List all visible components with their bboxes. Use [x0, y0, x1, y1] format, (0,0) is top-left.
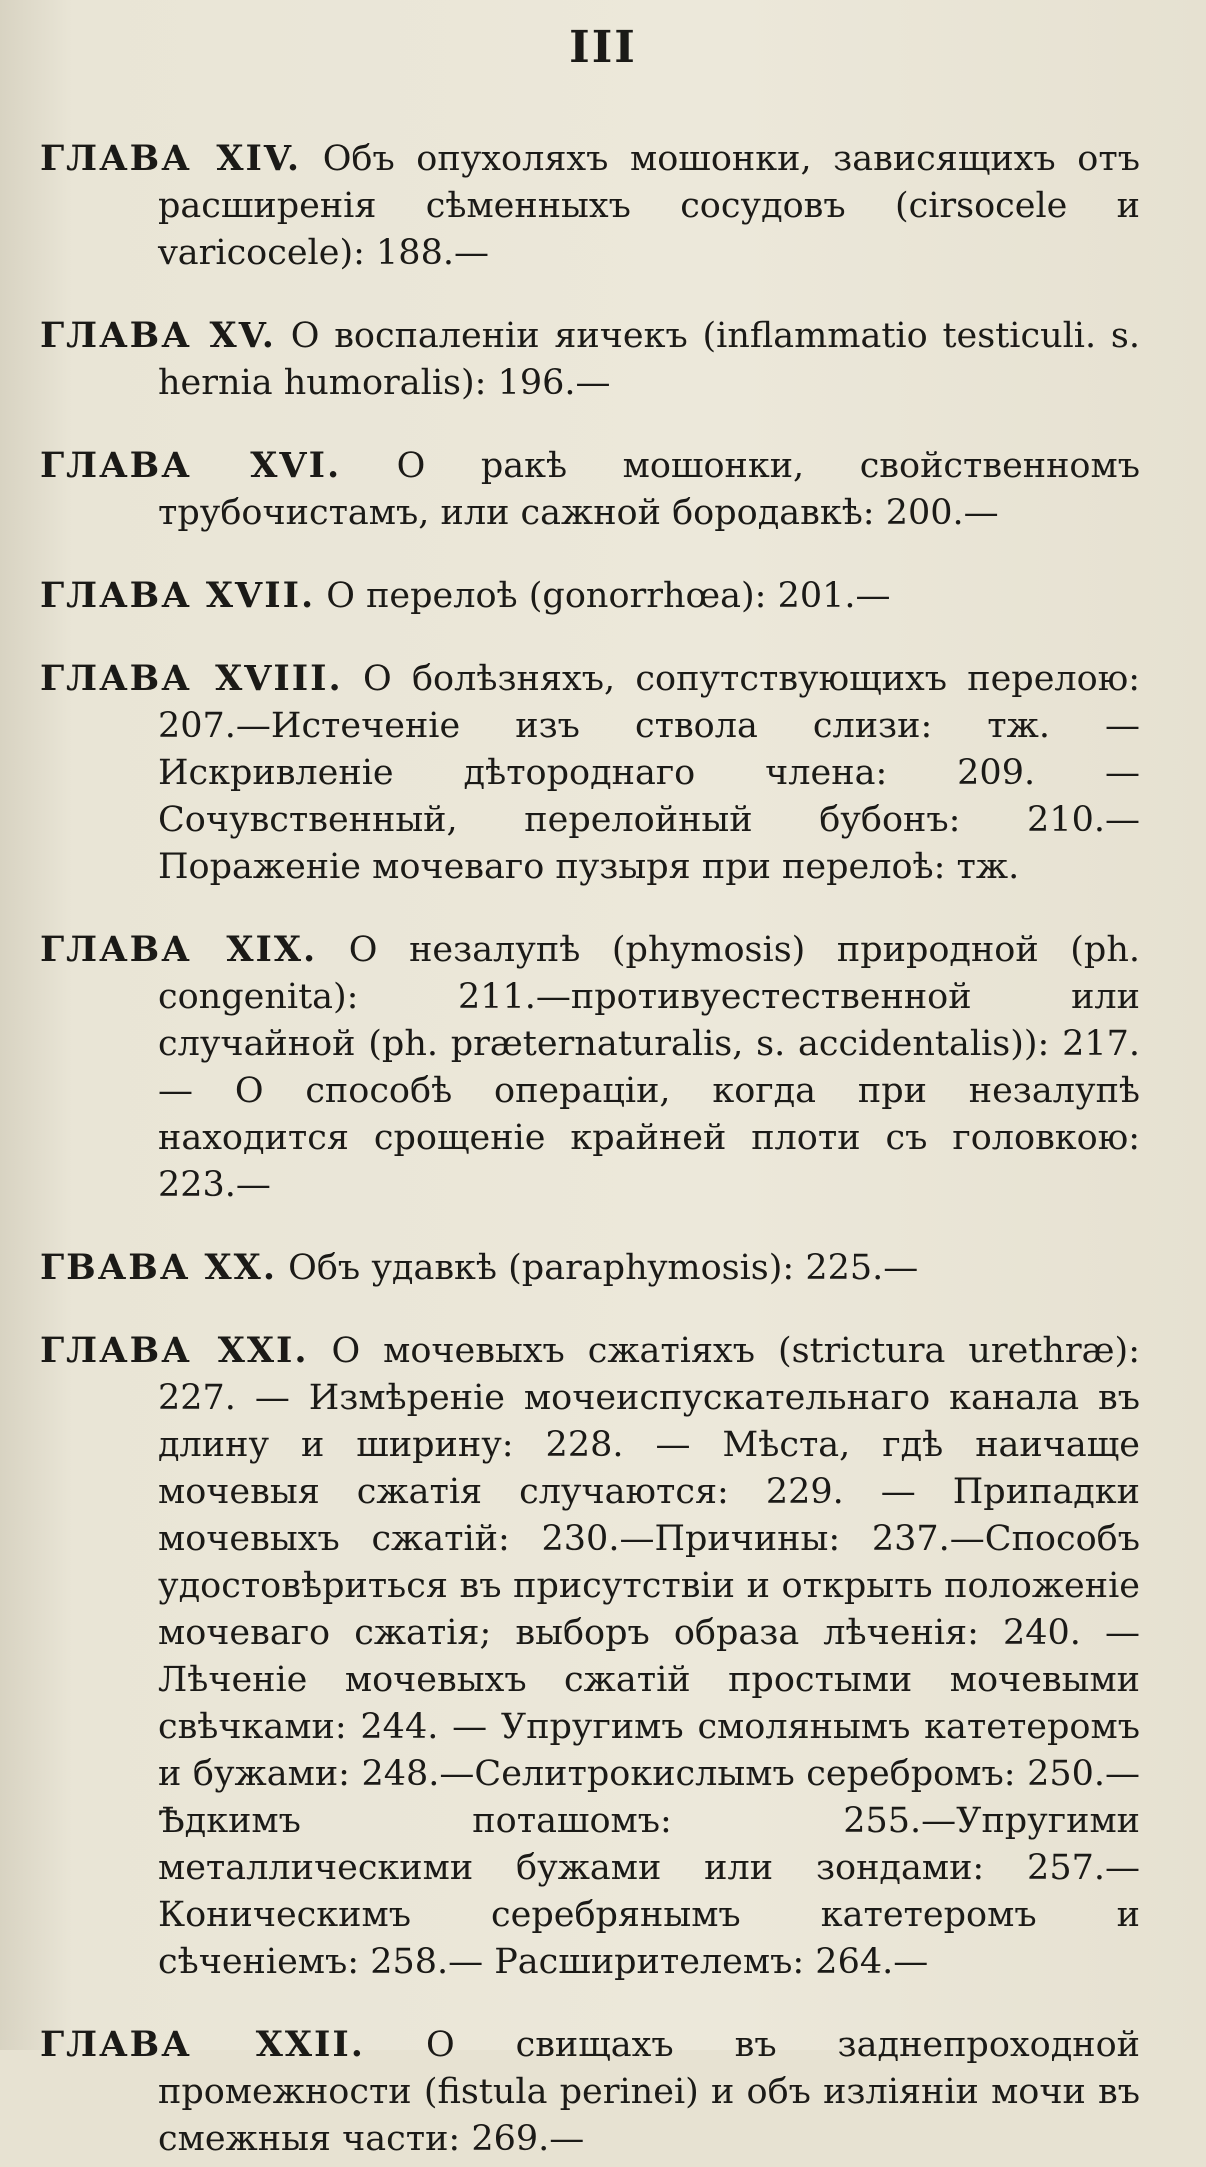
chapter-text: О ракѣ мошонки, свойственномъ трубочистамъ, или сажной бородавкѣ: 200.—	[158, 446, 1140, 533]
chapter-text: О незалупѣ (phymosis) природной (ph. congenita): 211.—противуестественной или случайной (ph. præternaturalis, s. accidentalis)): 217.— О способѣ операціи, когда при незалупѣ находится срощеніе крайней плоти съ головкою: 223.—	[158, 930, 1140, 1205]
chapter-text: О мочевыхъ сжатіяхъ (strictura urethræ): 227. — Измѣреніе мочеиспускательнаго канала въ длину и ширину: 228. — Мѣста, гдѣ наичаще мочевыя сжатія случаются: 229. — Припадки мочевыхъ сжатій: 230.—Причины: 237.—Способъ удостовѣриться въ присутствіи и открыть положеніе мочеваго сжатія; выборъ образа лѣченія: 240. — Лѣченіе мочевыхъ сжатій простыми мочевыми свѣчками: 244. — Упругимъ смолянымъ катетеромъ и бужами: 248.—Селитрокислымъ серебромъ: 250.— Ѣдкимъ поташомъ: 255.—Упругими металлическими бужами или зондами: 257.— Коническимъ серебрянымъ катетеромъ и сѣченіемъ: 258.— Расширителемъ: 264.—	[158, 1331, 1140, 1982]
table-of-contents	[40, 100, 1140, 2167]
chapter-number: ГЛАВА XVII.	[40, 575, 316, 616]
chapter-number: ГЛАВА XXI.	[40, 1330, 309, 1371]
toc-entry	[40, 1327, 1140, 1986]
toc-entry	[40, 312, 1140, 407]
chapter-number: ГЛАВА XIX.	[40, 929, 318, 970]
toc-entry	[40, 135, 1140, 277]
page-number: III	[569, 22, 637, 73]
chapter-number: ГЛАВА XVIII.	[40, 658, 343, 699]
chapter-text: О свищахъ въ заднепроходной промежности (fistula perinei) и объ изліяніи мочи въ смежныя части: 269.—	[158, 2025, 1141, 2159]
chapter-number: ГВАВА XX.	[40, 1247, 278, 1288]
toc-entry	[40, 1244, 1140, 1292]
toc-entry	[40, 2021, 1140, 2163]
toc-entry	[40, 926, 1140, 1209]
chapter-text: Объ удавкѣ (paraphymosis): 225.—	[277, 1248, 919, 1288]
chapter-number: ГЛАВА XV.	[40, 315, 276, 356]
toc-entry	[40, 442, 1140, 537]
chapter-number: ГЛАВА XVI.	[40, 445, 342, 486]
chapter-text: О воспаленіи яичекъ (inflammatio testiculi. s. hernia humoralis): 196.—	[158, 316, 1140, 403]
chapter-number: ГЛАВА XXII.	[40, 2024, 365, 2065]
chapter-text: О перелоѣ (gonorrhœa): 201.—	[315, 576, 891, 616]
chapter-text: Объ опухоляхъ мошонки, зависящихъ отъ расширенія сѣменныхъ сосудовъ (cirsocele и varicocele): 188.—	[158, 139, 1140, 273]
toc-entry	[40, 572, 1140, 620]
chapter-number: ГЛАВА XIV.	[40, 138, 302, 179]
toc-entry	[40, 655, 1140, 891]
chapter-text: О болѣзняхъ, сопутствующихъ перелою: 207.—Истеченіе изъ ствола слизи: тж. — Искривленіе дѣтороднаго члена: 209. — Сочувственный, перелойный бубонъ: 210.—Пораженіе мочеваго пузыря при перелоѣ: тж.	[158, 659, 1140, 887]
